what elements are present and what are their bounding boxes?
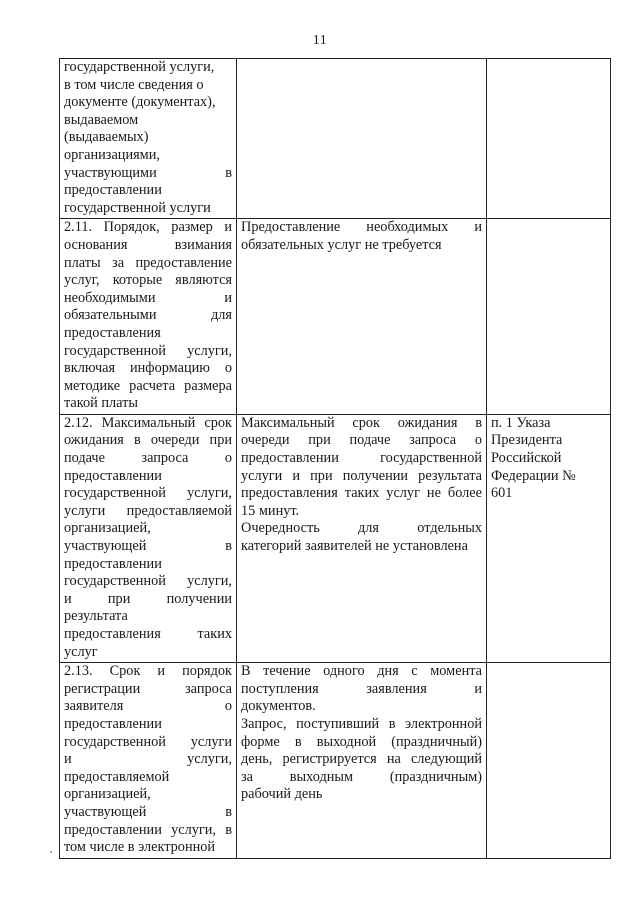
table-row xyxy=(60,59,611,219)
cell-description xyxy=(237,414,487,662)
text-line: Предоставление необходимых и xyxy=(241,219,482,236)
text-line: день, регистрируется на следующий xyxy=(241,751,482,768)
cell-requirement xyxy=(60,219,237,415)
text-line: предоставления таких xyxy=(64,626,232,642)
cell-legal-basis xyxy=(487,414,611,662)
text-line: и при получении xyxy=(64,590,232,607)
text-line: в том числе сведения о xyxy=(64,76,204,93)
text-line: ожидания в очереди при xyxy=(64,432,232,449)
text-line: за выходным (праздничным) xyxy=(241,768,482,785)
text-line: обязательных услуг не требуется xyxy=(241,236,442,253)
cell-legal-basis xyxy=(487,219,611,415)
text-line: В течение одного дня с момента xyxy=(241,663,482,680)
text-line: государственной услуги, xyxy=(64,573,232,590)
text-line: Президента xyxy=(491,432,563,449)
page-number: 11 xyxy=(312,33,328,48)
cell-requirement xyxy=(60,414,237,662)
text-line: форме в выходной (праздничный) xyxy=(241,733,482,750)
text-line: предоставлении xyxy=(64,715,162,732)
cell-description xyxy=(237,663,487,859)
text-line: необходимыми и xyxy=(64,289,232,306)
text-line: услуг xyxy=(64,643,98,660)
text-line: услуги и при получении результата xyxy=(241,467,482,484)
text-line: участвующими в xyxy=(64,164,232,181)
text-line: 2.12. Максимальный срок xyxy=(64,414,232,431)
table-row xyxy=(60,219,611,415)
text-line: предоставления таких услуг не более xyxy=(241,485,482,502)
text-line: рабочий день xyxy=(241,786,323,803)
table-row xyxy=(60,414,611,662)
text-line: предоставлении государственной xyxy=(241,450,482,467)
text-line: Запрос, поступивший в электронной xyxy=(241,715,482,732)
cell-requirement xyxy=(60,59,237,219)
text-line: выдаваемом xyxy=(64,111,139,128)
text-line: предоставлении xyxy=(64,555,162,572)
text-line: категорий заявителей не установлена xyxy=(241,538,468,555)
text-line: том числе в электронной xyxy=(64,839,216,856)
text-line: Максимальный срок ожидания в xyxy=(241,414,482,431)
cell-description xyxy=(237,59,487,219)
text-line: подаче запроса о xyxy=(64,450,232,467)
cell-description xyxy=(237,219,487,415)
text-line: государственной услуги, xyxy=(64,59,215,75)
text-line: организацией, xyxy=(64,786,151,803)
table-row xyxy=(60,663,611,859)
text-line: обязательными для xyxy=(64,307,232,324)
text-line: участвующей в xyxy=(64,803,232,820)
cell-legal-basis xyxy=(487,663,611,859)
text-line: документов. xyxy=(241,698,316,715)
text-line: организацией, xyxy=(64,520,151,537)
text-line: предоставлении услуги, в xyxy=(64,821,232,838)
text-line: услуги предоставляемой xyxy=(64,502,232,519)
text-line: государственной услуги, xyxy=(64,485,232,502)
text-line: государственной услуги, xyxy=(64,342,232,359)
text-line: методике расчета размера xyxy=(64,377,232,394)
text-line: 2.11. Порядок, размер и xyxy=(64,219,232,236)
text-line: включая информацию о xyxy=(64,360,232,377)
text-line: государственной услуги xyxy=(64,733,232,750)
text-line: организациями, xyxy=(64,146,160,163)
text-line: 2.13. Срок и порядок xyxy=(64,663,232,680)
text-line: результата xyxy=(64,608,128,625)
text-line: основания взимания xyxy=(64,236,232,253)
regulation-table xyxy=(59,58,611,859)
text-line: 15 минут. xyxy=(241,502,300,519)
text-line: платы за предоставление xyxy=(64,254,232,271)
text-line: предоставляемой xyxy=(64,768,170,785)
text-line: документе (документах), xyxy=(64,94,216,111)
text-line: такой платы xyxy=(64,395,138,412)
scan-speck xyxy=(50,851,52,853)
text-line: поступления заявления и xyxy=(241,680,482,697)
text-line: очереди при подаче запроса о xyxy=(241,432,482,449)
cell-legal-basis xyxy=(487,59,611,219)
text-line: предоставлении xyxy=(64,467,162,484)
text-line: п. 1 Указа xyxy=(491,414,551,431)
text-line: Российской xyxy=(491,450,562,467)
text-line: участвующей в xyxy=(64,538,232,555)
text-line: предоставления xyxy=(64,324,161,341)
cell-requirement xyxy=(60,663,237,859)
text-line: услуг, которые являются xyxy=(64,272,232,289)
text-line: 601 xyxy=(491,485,513,502)
text-line: предоставлении xyxy=(64,182,162,199)
text-line: регистрации запроса xyxy=(64,680,232,697)
text-line: заявителя о xyxy=(64,698,232,715)
text-line: и услуги, xyxy=(64,751,232,768)
text-line: Федерации № xyxy=(491,467,576,484)
text-line: государственной услуги xyxy=(64,199,211,216)
text-line: Очередность для отдельных xyxy=(241,520,482,537)
text-line: (выдаваемых) xyxy=(64,129,149,146)
